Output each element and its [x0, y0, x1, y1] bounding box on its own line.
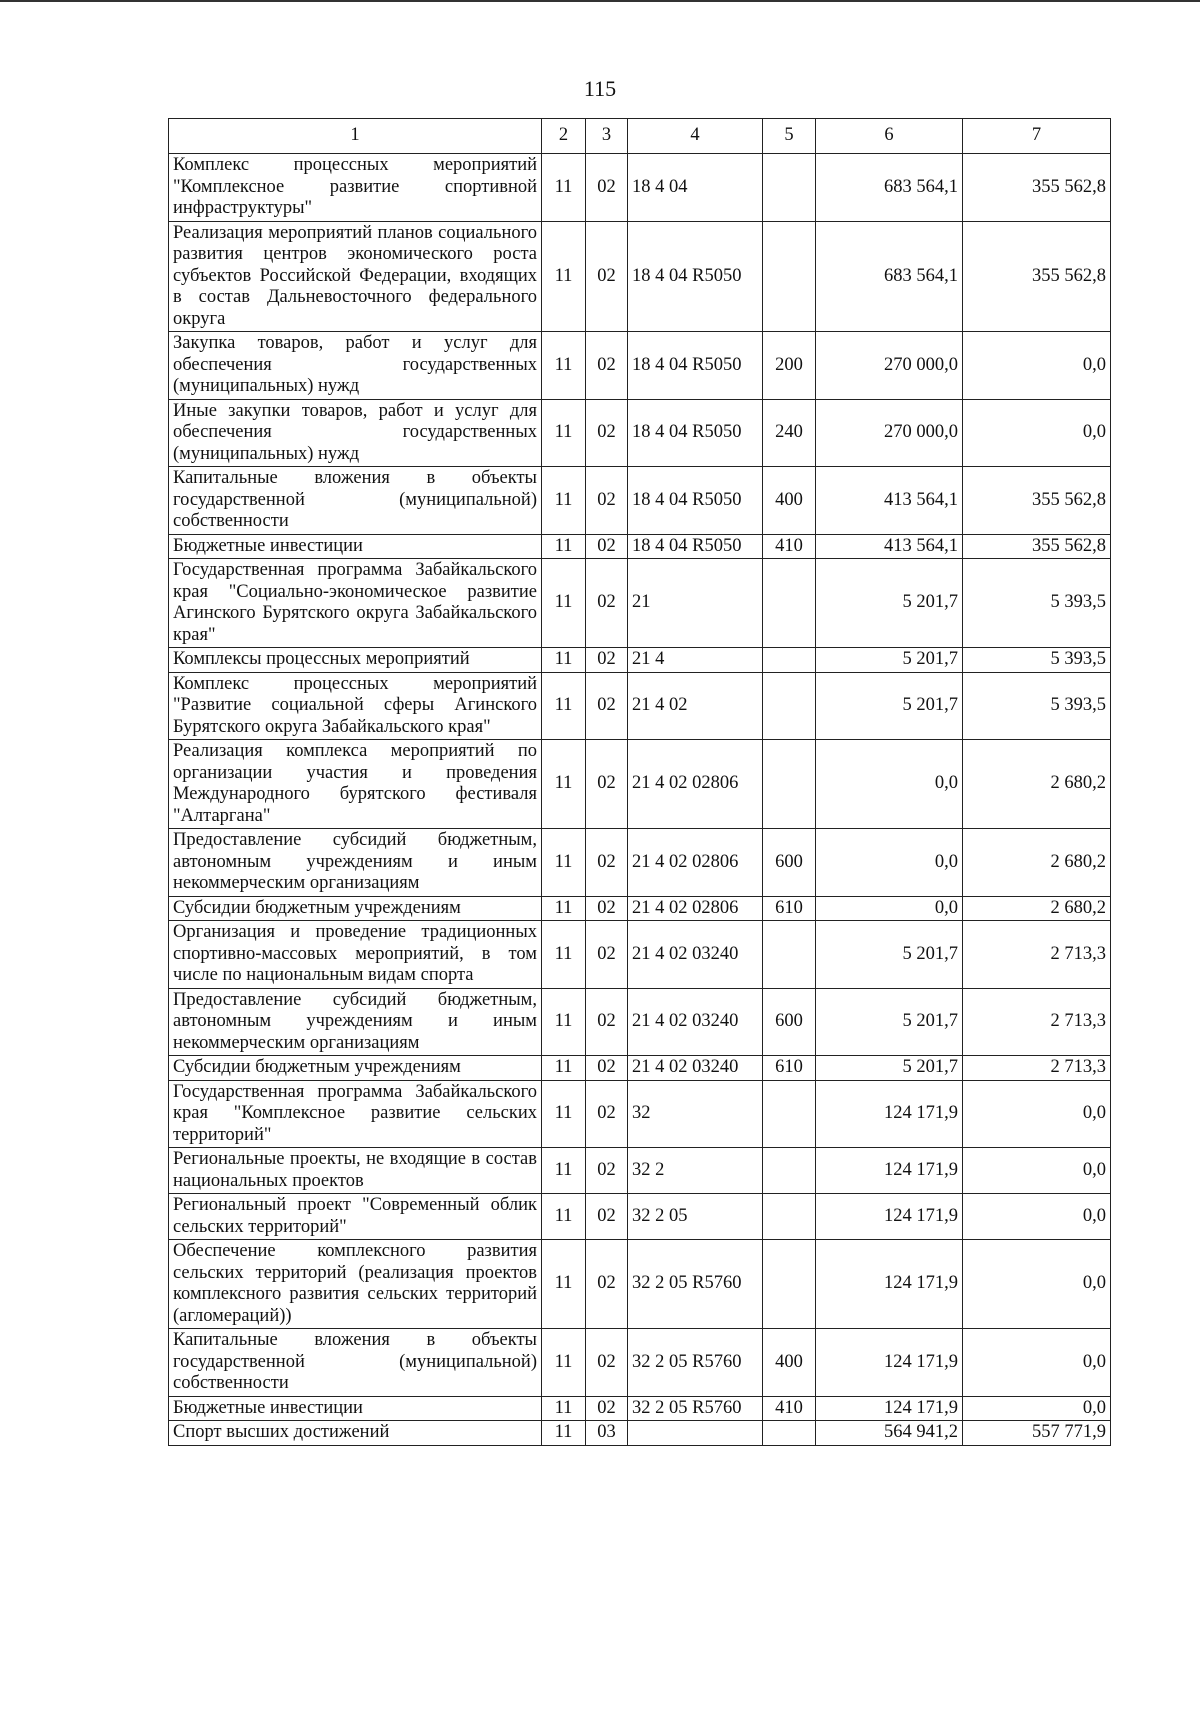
subsection-code: 02	[586, 1194, 628, 1240]
amount-year-1: 5 201,7	[816, 672, 963, 740]
table-row	[169, 1056, 1111, 1081]
expense-type-code: 610	[763, 1056, 816, 1081]
subsection-code: 02	[586, 559, 628, 648]
row-description: Бюджетные инвестиции	[169, 534, 542, 559]
column-header: 6	[816, 119, 963, 154]
table-row	[169, 534, 1111, 559]
table-row	[169, 1329, 1111, 1397]
target-article-code: 21 4	[628, 648, 763, 673]
subsection-code: 02	[586, 399, 628, 467]
table-row	[169, 399, 1111, 467]
row-description: Комплексы процессных мероприятий	[169, 648, 542, 673]
table-row	[169, 154, 1111, 222]
row-description: Капитальные вложения в объекты государственной (муниципальной) собственности	[169, 1329, 542, 1397]
section-code: 11	[542, 467, 586, 535]
amount-year-2: 2 713,3	[963, 1056, 1111, 1081]
target-article-code: 32 2 05 R5760	[628, 1240, 763, 1329]
amount-year-1: 5 201,7	[816, 648, 963, 673]
page-number: 115	[583, 76, 617, 101]
subsection-code: 02	[586, 467, 628, 535]
row-description: Обеспечение комплексного развития сельских территорий (реализация проектов комплексного развития сельских территорий (агломераций))	[169, 1240, 542, 1329]
expense-type-code	[763, 921, 816, 989]
subsection-code: 02	[586, 1329, 628, 1397]
target-article-code: 18 4 04 R5050	[628, 332, 763, 400]
subsection-code: 02	[586, 1080, 628, 1148]
section-code: 11	[542, 648, 586, 673]
expense-type-code	[763, 648, 816, 673]
expense-type-code: 200	[763, 332, 816, 400]
section-code: 11	[542, 921, 586, 989]
target-article-code: 21 4 02	[628, 672, 763, 740]
amount-year-1: 124 171,9	[816, 1240, 963, 1329]
section-code: 11	[542, 1148, 586, 1194]
target-article-code: 32 2 05	[628, 1194, 763, 1240]
expense-type-code	[763, 1080, 816, 1148]
table-row	[169, 1148, 1111, 1194]
target-article-code: 18 4 04 R5050	[628, 467, 763, 535]
target-article-code: 32 2 05 R5760	[628, 1396, 763, 1421]
row-description: Субсидии бюджетным учреждениям	[169, 1056, 542, 1081]
expense-type-code	[763, 1421, 816, 1446]
expense-type-code: 400	[763, 1329, 816, 1397]
subsection-code: 02	[586, 672, 628, 740]
expense-type-code	[763, 672, 816, 740]
expense-type-code	[763, 154, 816, 222]
target-article-code: 21 4 02 03240	[628, 1056, 763, 1081]
section-code: 11	[542, 1194, 586, 1240]
table-row	[169, 1396, 1111, 1421]
table-row	[169, 672, 1111, 740]
column-header: 5	[763, 119, 816, 154]
amount-year-2: 355 562,8	[963, 467, 1111, 535]
table-row	[169, 988, 1111, 1056]
amount-year-2: 0,0	[963, 1080, 1111, 1148]
table-row	[169, 1194, 1111, 1240]
table-row	[169, 896, 1111, 921]
target-article-code: 21 4 02 02806	[628, 829, 763, 897]
section-code: 11	[542, 1080, 586, 1148]
top-border-line	[0, 0, 1200, 2]
section-code: 11	[542, 1240, 586, 1329]
amount-year-1: 413 564,1	[816, 467, 963, 535]
subsection-code: 02	[586, 896, 628, 921]
amount-year-1: 683 564,1	[816, 221, 963, 332]
amount-year-1: 0,0	[816, 829, 963, 897]
section-code: 11	[542, 672, 586, 740]
amount-year-2: 2 713,3	[963, 921, 1111, 989]
target-article-code: 18 4 04 R5050	[628, 221, 763, 332]
amount-year-2: 355 562,8	[963, 154, 1111, 222]
row-description: Региональный проект "Современный облик сельских территорий"	[169, 1194, 542, 1240]
column-header: 7	[963, 119, 1111, 154]
row-description: Региональные проекты, не входящие в состав национальных проектов	[169, 1148, 542, 1194]
table-row	[169, 740, 1111, 829]
table-row	[169, 648, 1111, 673]
subsection-code: 02	[586, 1056, 628, 1081]
table-row	[169, 829, 1111, 897]
table-row	[169, 921, 1111, 989]
target-article-code: 32 2 05 R5760	[628, 1329, 763, 1397]
section-code: 11	[542, 332, 586, 400]
section-code: 11	[542, 534, 586, 559]
amount-year-2: 2 713,3	[963, 988, 1111, 1056]
amount-year-2: 0,0	[963, 1194, 1111, 1240]
row-description: Иные закупки товаров, работ и услуг для обеспечения государственных (муниципальных) нужд	[169, 399, 542, 467]
amount-year-1: 0,0	[816, 740, 963, 829]
row-description: Реализация мероприятий планов социального развития центров экономического роста субъектов Российской Федерации, входящих в состав Дальневосточного федерального округа	[169, 221, 542, 332]
subsection-code: 02	[586, 534, 628, 559]
amount-year-1: 5 201,7	[816, 988, 963, 1056]
expense-type-code	[763, 1148, 816, 1194]
expense-type-code	[763, 559, 816, 648]
section-code: 11	[542, 221, 586, 332]
table-row	[169, 1080, 1111, 1148]
table-row	[169, 1240, 1111, 1329]
budget-table	[168, 118, 1111, 1446]
subsection-code: 02	[586, 1396, 628, 1421]
subsection-code: 02	[586, 648, 628, 673]
expense-type-code: 610	[763, 896, 816, 921]
row-description: Организация и проведение традиционных спортивно-массовых мероприятий, в том числе по национальным видам спорта	[169, 921, 542, 989]
row-description: Капитальные вложения в объекты государственной (муниципальной) собственности	[169, 467, 542, 535]
row-description: Государственная программа Забайкальского края "Комплексное развитие сельских территорий"	[169, 1080, 542, 1148]
target-article-code: 32	[628, 1080, 763, 1148]
subsection-code: 02	[586, 1240, 628, 1329]
amount-year-1: 124 171,9	[816, 1396, 963, 1421]
subsection-code: 03	[586, 1421, 628, 1446]
amount-year-1: 124 171,9	[816, 1080, 963, 1148]
subsection-code: 02	[586, 332, 628, 400]
target-article-code: 21 4 02 03240	[628, 921, 763, 989]
target-article-code: 21 4 02 02806	[628, 740, 763, 829]
section-code: 11	[542, 1329, 586, 1397]
section-code: 11	[542, 988, 586, 1056]
expense-type-code	[763, 221, 816, 332]
amount-year-1: 124 171,9	[816, 1194, 963, 1240]
amount-year-1: 564 941,2	[816, 1421, 963, 1446]
section-code: 11	[542, 1396, 586, 1421]
amount-year-2: 2 680,2	[963, 740, 1111, 829]
subsection-code: 02	[586, 921, 628, 989]
target-article-code: 21	[628, 559, 763, 648]
table-row	[169, 332, 1111, 400]
amount-year-1: 5 201,7	[816, 1056, 963, 1081]
target-article-code	[628, 1421, 763, 1446]
amount-year-2: 0,0	[963, 1396, 1111, 1421]
target-article-code: 21 4 02 03240	[628, 988, 763, 1056]
expense-type-code: 600	[763, 988, 816, 1056]
column-header: 3	[586, 119, 628, 154]
section-code: 11	[542, 740, 586, 829]
row-description: Государственная программа Забайкальского края "Социально-экономическое развитие Агинского Бурятского округа Забайкальского края"	[169, 559, 542, 648]
expense-type-code: 400	[763, 467, 816, 535]
amount-year-2: 0,0	[963, 332, 1111, 400]
section-code: 11	[542, 1421, 586, 1446]
section-code: 11	[542, 154, 586, 222]
section-code: 11	[542, 399, 586, 467]
subsection-code: 02	[586, 1148, 628, 1194]
amount-year-2: 5 393,5	[963, 648, 1111, 673]
expense-type-code: 240	[763, 399, 816, 467]
column-header: 4	[628, 119, 763, 154]
amount-year-2: 2 680,2	[963, 829, 1111, 897]
table-row	[169, 1421, 1111, 1446]
target-article-code: 32 2	[628, 1148, 763, 1194]
table-body	[169, 154, 1111, 1446]
row-description: Комплекс процессных мероприятий "Комплексное развитие спортивной инфраструктуры"	[169, 154, 542, 222]
amount-year-2: 5 393,5	[963, 672, 1111, 740]
subsection-code: 02	[586, 221, 628, 332]
row-description: Предоставление субсидий бюджетным, автономным учреждениям и иным некоммерческим организациям	[169, 988, 542, 1056]
row-description: Реализация комплекса мероприятий по организации участия и проведения Международного бурятского фестиваля "Алтаргана"	[169, 740, 542, 829]
expense-type-code	[763, 1194, 816, 1240]
target-article-code: 18 4 04 R5050	[628, 534, 763, 559]
amount-year-1: 413 564,1	[816, 534, 963, 559]
row-description: Комплекс процессных мероприятий "Развитие социальной сферы Агинского Бурятского округа Забайкальского края"	[169, 672, 542, 740]
column-header: 2	[542, 119, 586, 154]
table-row	[169, 559, 1111, 648]
expense-type-code: 410	[763, 534, 816, 559]
amount-year-1: 270 000,0	[816, 332, 963, 400]
amount-year-2: 557 771,9	[963, 1421, 1111, 1446]
target-article-code: 18 4 04 R5050	[628, 399, 763, 467]
amount-year-1: 5 201,7	[816, 559, 963, 648]
expense-type-code	[763, 1240, 816, 1329]
expense-type-code	[763, 740, 816, 829]
row-description: Закупка товаров, работ и услуг для обеспечения государственных (муниципальных) нужд	[169, 332, 542, 400]
subsection-code: 02	[586, 988, 628, 1056]
table-row	[169, 467, 1111, 535]
target-article-code: 21 4 02 02806	[628, 896, 763, 921]
expense-type-code: 600	[763, 829, 816, 897]
section-code: 11	[542, 559, 586, 648]
section-code: 11	[542, 1056, 586, 1081]
amount-year-1: 5 201,7	[816, 921, 963, 989]
column-header: 1	[169, 119, 542, 154]
amount-year-2: 0,0	[963, 1329, 1111, 1397]
expense-type-code: 410	[763, 1396, 816, 1421]
row-description: Бюджетные инвестиции	[169, 1396, 542, 1421]
amount-year-2: 355 562,8	[963, 534, 1111, 559]
amount-year-2: 355 562,8	[963, 221, 1111, 332]
subsection-code: 02	[586, 154, 628, 222]
row-description: Спорт высших достижений	[169, 1421, 542, 1446]
row-description: Субсидии бюджетным учреждениям	[169, 896, 542, 921]
row-description: Предоставление субсидий бюджетным, автономным учреждениям и иным некоммерческим организациям	[169, 829, 542, 897]
amount-year-1: 0,0	[816, 896, 963, 921]
amount-year-1: 124 171,9	[816, 1148, 963, 1194]
target-article-code: 18 4 04	[628, 154, 763, 222]
section-code: 11	[542, 896, 586, 921]
amount-year-2: 0,0	[963, 1240, 1111, 1329]
amount-year-2: 0,0	[963, 399, 1111, 467]
subsection-code: 02	[586, 829, 628, 897]
amount-year-2: 0,0	[963, 1148, 1111, 1194]
section-code: 11	[542, 829, 586, 897]
subsection-code: 02	[586, 740, 628, 829]
amount-year-1: 270 000,0	[816, 399, 963, 467]
amount-year-2: 5 393,5	[963, 559, 1111, 648]
table-row	[169, 221, 1111, 332]
amount-year-1: 683 564,1	[816, 154, 963, 222]
table-header-row	[169, 119, 1111, 154]
amount-year-2: 2 680,2	[963, 896, 1111, 921]
amount-year-1: 124 171,9	[816, 1329, 963, 1397]
